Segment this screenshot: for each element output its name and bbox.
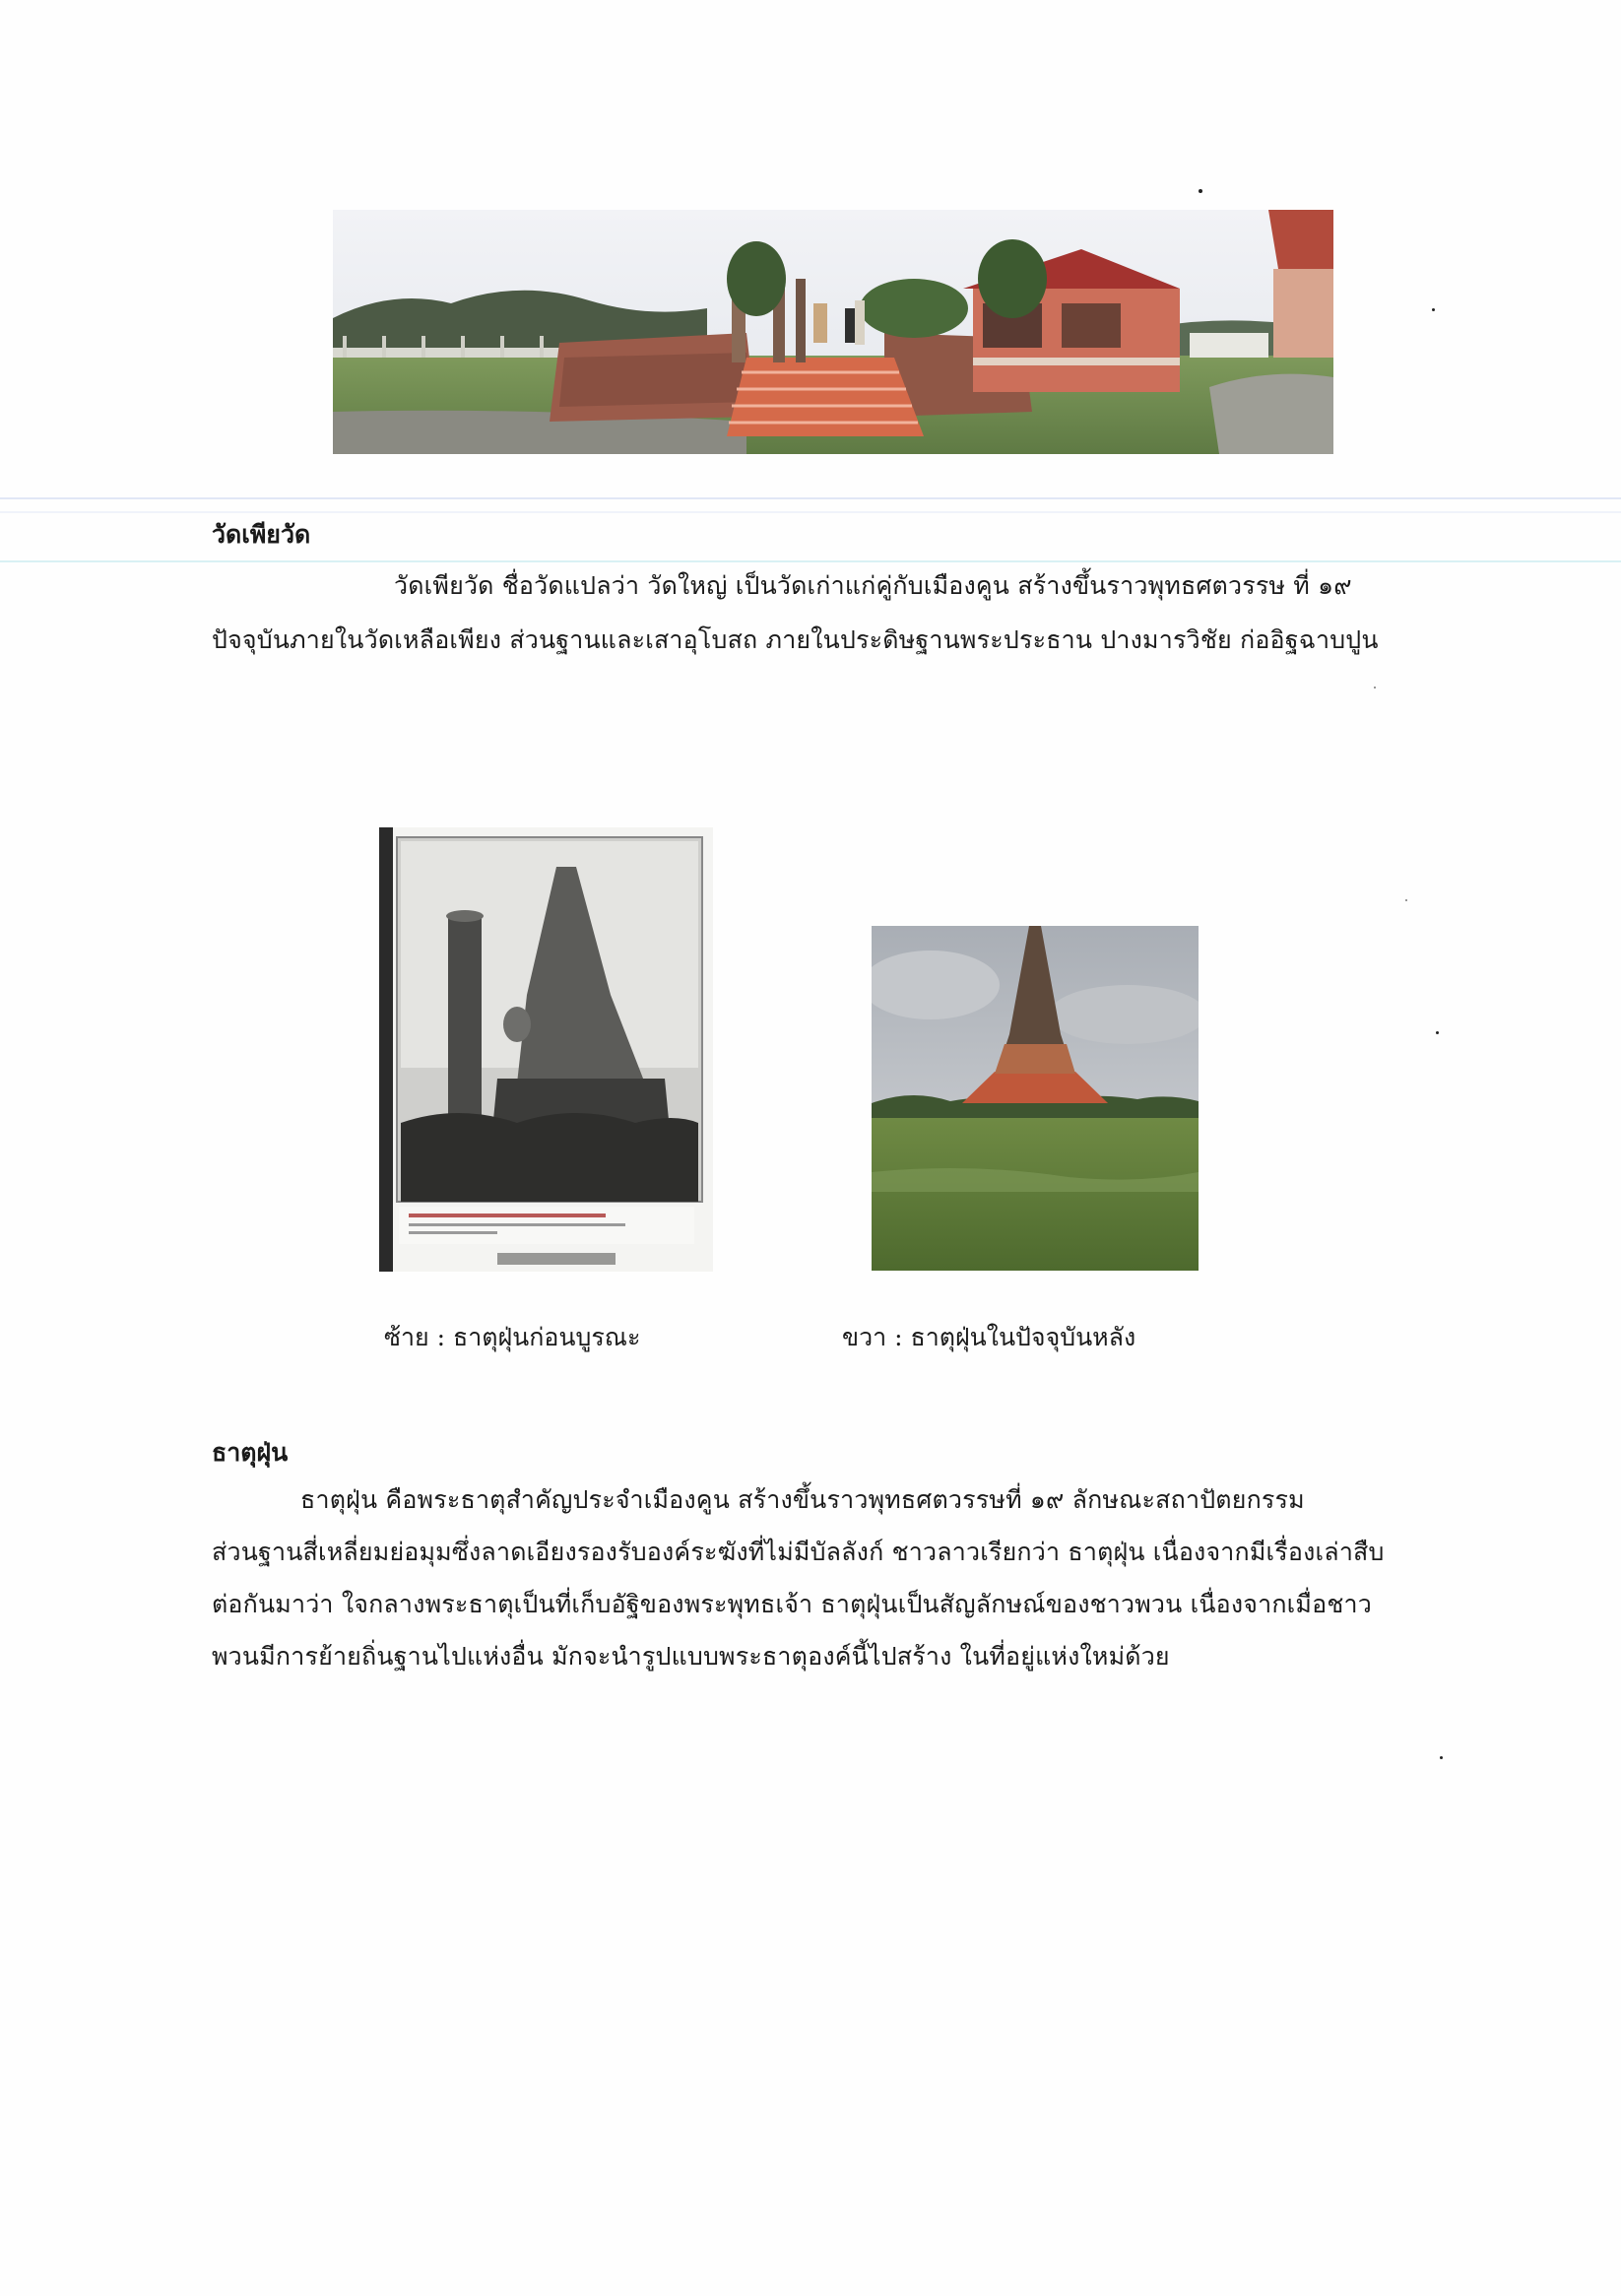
- scan-speck: [1374, 687, 1376, 689]
- scan-speck: [1405, 899, 1407, 901]
- caption-right: ขวา : ธาตุฝุ่นในปัจจุบันหลัง: [842, 1323, 1136, 1351]
- temple-panorama-photo: [333, 210, 1333, 454]
- scan-speck: [1199, 189, 1202, 193]
- paragraph-line: วัดเพียวัด ชื่อวัดแปลว่า วัดใหญ่ เป็นวัดเก่าแก่คู่กับเมืองคูน สร้างขึ้นราวพุทธศตวรรษ ที่ ๑๙: [394, 571, 1352, 600]
- section-heading-wat-phia-wat: วัดเพียวัด: [212, 520, 311, 549]
- scan-line: [0, 560, 1621, 562]
- paragraph-line: ธาตุฝุ่น คือพระธาตุสำคัญประจำเมืองคูน สร้างขึ้นราวพุทธศตวรรษที่ ๑๙ ลักษณะสถาปัตยกรรม: [300, 1485, 1305, 1514]
- paragraph-line: ปัจจุบันภายในวัดเหลือเพียง ส่วนฐานและเสาอุโบสถ ภายในประดิษฐานพระประธาน ปางมารวิชัย ก่ออิฐฉาบปูน: [212, 625, 1379, 654]
- paragraph-line: ต่อกันมาว่า ใจกลางพระธาตุเป็นที่เก็บอัฐิของพระพุทธเจ้า ธาตุฝุ่นเป็นสัญลักษณ์ของชาวพวน เนื่องจากเมื่อชาว: [212, 1590, 1372, 1618]
- that-fun-present-photo: [872, 926, 1199, 1271]
- scan-line: [0, 511, 1621, 513]
- caption-left: ซ้าย : ธาตุฝุ่นก่อนบูรณะ: [384, 1323, 641, 1351]
- scan-speck: [1436, 1031, 1439, 1034]
- scan-speck: [1440, 1756, 1443, 1759]
- that-fun-before-restoration-photo: [379, 827, 713, 1272]
- paragraph-line: พวนมีการย้ายถิ่นฐานไปแห่งอื่น มักจะนำรูปแบบพระธาตุองค์นี้ไปสร้าง ในที่อยู่แห่งใหม่ด้วย: [212, 1642, 1170, 1671]
- paragraph-line: ส่วนฐานสี่เหลี่ยมย่อมุมซึ่งลาดเอียงรองรับองค์ระฆังที่ไม่มีบัลลังก์ ชาวลาวเรียกว่า ธาตุฝุ่น เนื่องจากมีเรื่องเล่าสืบ: [212, 1538, 1385, 1566]
- scan-speck: [1432, 308, 1435, 311]
- section-heading-that-fun: ธาตุฝุ่น: [212, 1438, 289, 1467]
- scan-line: [0, 497, 1621, 499]
